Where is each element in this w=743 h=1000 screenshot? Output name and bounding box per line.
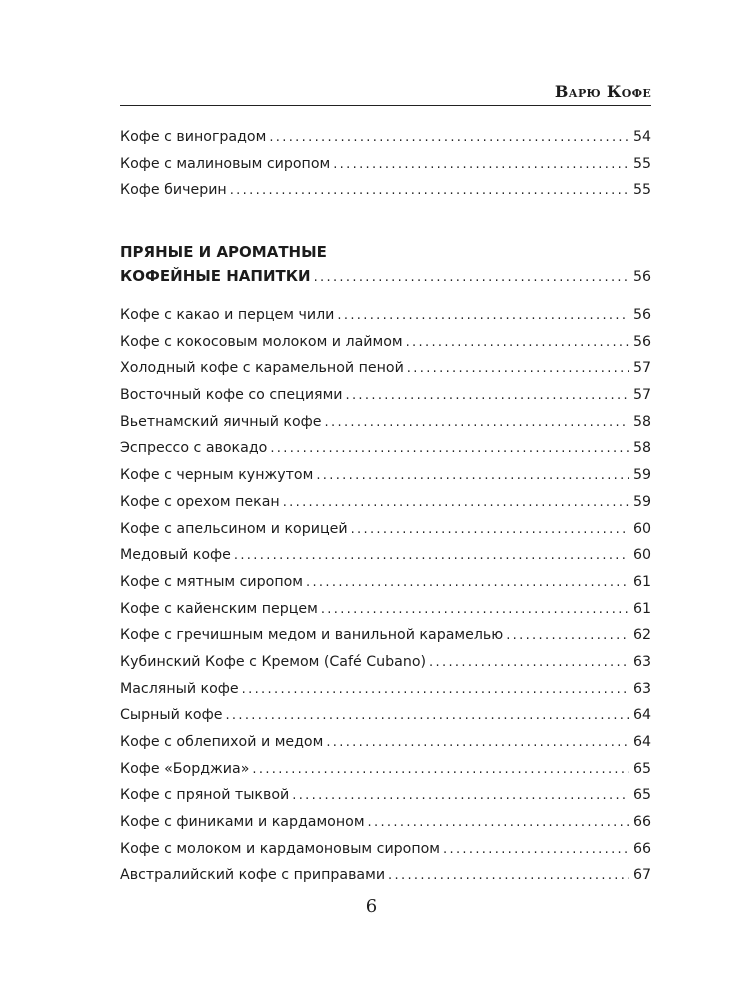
dot-leader [325, 410, 629, 437]
toc-entry-title: Кофе с кайенским перцем [120, 600, 318, 617]
dot-leader [283, 490, 629, 517]
toc-entry-page: 61 [632, 573, 651, 590]
toc-entry-page: 59 [632, 493, 651, 510]
toc-entry-title: Кофе с пряной тыквой [120, 787, 290, 804]
dot-leader [346, 383, 629, 410]
toc-entry [120, 596, 651, 623]
dot-leader [506, 623, 629, 650]
toc-entry-title: Холодный кофе с карамельной пеной [120, 360, 404, 377]
toc-entry-title: Кофе с малиновым сиропом [120, 155, 331, 172]
toc-entry [120, 756, 651, 783]
toc-entry [120, 462, 651, 489]
toc-entry-page: 65 [632, 787, 651, 804]
dot-leader [316, 463, 629, 490]
dot-leader [321, 597, 629, 624]
toc-entry [120, 329, 651, 356]
dot-leader [429, 650, 629, 677]
toc-entry [120, 409, 651, 436]
dot-leader [225, 703, 629, 730]
dot-leader [368, 810, 629, 837]
toc-entry-title: Кофе с апельсином и корицей [120, 520, 348, 537]
dot-leader [234, 543, 629, 570]
toc-entry-title: Эспрессо с авокадо [120, 440, 268, 457]
toc-entry-title: Кофе «Борджиа» [120, 760, 250, 777]
dot-leader [326, 730, 629, 757]
page-number: 6 [365, 896, 378, 917]
toc-entry-page: 60 [632, 520, 651, 537]
dot-leader [230, 178, 629, 205]
dot-leader [314, 265, 629, 292]
toc-entry-page: 56 [632, 333, 651, 350]
toc-entry-title: Кофе с облепихой и медом [120, 734, 324, 750]
toc-entry [120, 569, 651, 596]
toc-entry-page: 62 [632, 627, 651, 644]
toc-entry [120, 622, 651, 649]
dot-leader [337, 303, 629, 330]
toc-entry-title: Кофе с орехом пекан [120, 493, 280, 510]
toc-entry-title: Кофе с мятным сиропом [120, 573, 303, 590]
toc-entry-page: 57 [632, 360, 651, 377]
toc-entry [120, 302, 651, 329]
dot-leader [269, 125, 629, 152]
toc-entry-title: Медовый кофе [120, 547, 231, 564]
toc-entry-title: Восточный кофе со специями [120, 387, 343, 404]
dot-leader [252, 757, 629, 784]
toc-entry [120, 542, 651, 569]
toc-entry-page: 65 [632, 760, 651, 777]
toc-entry [120, 435, 651, 462]
toc-entry-page: 60 [632, 547, 651, 564]
toc-entry-title: Кофе с финиками и кардамоном [120, 814, 365, 831]
toc-entry [120, 177, 651, 204]
dot-leader [407, 356, 629, 383]
toc-entry [120, 124, 651, 151]
toc-entry-page: 64 [632, 707, 651, 724]
toc-entry-page: 61 [632, 600, 651, 617]
toc-entry [120, 729, 651, 756]
toc-entry-page: 57 [632, 387, 651, 404]
toc-entry-title: Вьетнамский яичный кофе [120, 413, 322, 430]
section-page: 56 [632, 269, 651, 285]
toc-entry-title: Сырный кофе [120, 707, 223, 724]
dot-leader [443, 837, 629, 864]
toc-entry [120, 702, 651, 729]
dot-leader [333, 152, 629, 179]
toc-section-list [120, 302, 651, 889]
toc-entry-page: 54 [632, 129, 651, 145]
toc-entry [120, 809, 651, 836]
toc-entry-page: 55 [632, 155, 651, 172]
header-rule [120, 105, 651, 106]
toc-entry-page: 56 [632, 307, 651, 323]
toc-entry-title: Кофе с виноградом [120, 129, 267, 145]
toc-entry [120, 836, 651, 863]
toc-entry-title: Кофе с гречишным медом и ванильной карамелью [120, 627, 504, 644]
toc-entry-page: 64 [632, 734, 651, 750]
dot-leader [292, 783, 629, 810]
toc-entry-page: 58 [632, 413, 651, 430]
section-title-line2: КОФЕЙНЫЕ НАПИТКИ [120, 267, 311, 285]
toc-entry-page: 55 [632, 182, 651, 199]
toc-entry-title: Кофе с кокосовым молоком и лаймом [120, 333, 403, 350]
toc-entry [120, 649, 651, 676]
toc-entry-title: Масляный кофе [120, 680, 239, 697]
toc-entry [120, 782, 651, 809]
dot-leader [306, 570, 629, 597]
toc-entry-title: Кофе с молоком и кардамоновым сиропом [120, 840, 441, 857]
toc-entry-page: 67 [632, 867, 651, 884]
toc-entry-title: Кофе с какао и перцем чили [120, 307, 335, 323]
dot-leader [270, 436, 629, 463]
toc-entry [120, 676, 651, 703]
section-title-entry [120, 263, 651, 290]
toc-entry-page: 58 [632, 440, 651, 457]
toc-entry-title: Австралийский кофе с приправами [120, 867, 386, 884]
toc-entry [120, 489, 651, 516]
dot-leader [388, 863, 629, 890]
running-title: Варю Кофе [554, 82, 651, 101]
toc-entry-title: Кофе бичерин [120, 182, 227, 199]
toc-entry-page: 66 [632, 840, 651, 857]
toc-entry-title: Кофе с черным кунжутом [120, 467, 314, 484]
dot-leader [406, 330, 629, 357]
toc-entry-title: Кубинский Кофе с Кремом (Café Cubano) [120, 653, 427, 670]
toc-entry-page: 59 [632, 467, 651, 484]
toc-entry [120, 862, 651, 889]
dot-leader [242, 677, 629, 704]
toc-entry [120, 516, 651, 543]
toc-entry-page: 63 [632, 653, 651, 670]
toc-entry [120, 151, 651, 178]
section-title-line1: ПРЯНЫЕ И АРОМАТНЫЕ [120, 243, 327, 261]
toc-entry [120, 355, 651, 382]
toc-entry-page: 66 [632, 814, 651, 831]
toc-entry-page: 63 [632, 680, 651, 697]
toc-section-heading [120, 241, 651, 290]
toc-entry [120, 382, 651, 409]
dot-leader [351, 517, 629, 544]
toc-top-list [120, 124, 651, 204]
